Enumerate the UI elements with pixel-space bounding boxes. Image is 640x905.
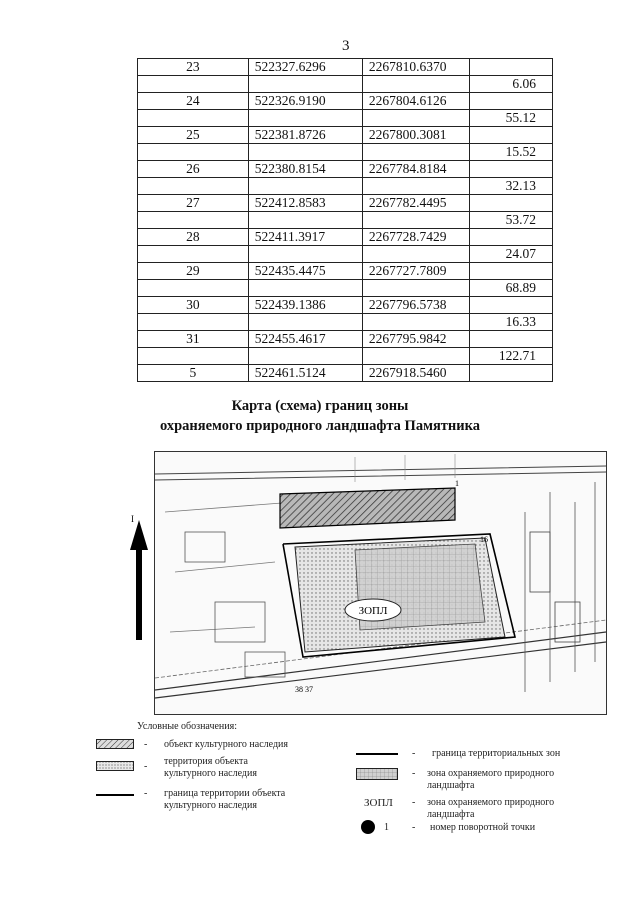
- table-cell: [138, 178, 249, 195]
- table-row: [138, 263, 553, 280]
- table-cell: [248, 110, 362, 127]
- table-cell: [470, 365, 553, 382]
- table-cell: [248, 280, 362, 297]
- table-cell: 24.07: [470, 246, 553, 263]
- table-cell: 522455.4617: [248, 331, 362, 348]
- table-row: [138, 76, 553, 93]
- table-cell: [470, 195, 553, 212]
- legend-dash-7: -: [412, 822, 416, 833]
- table-cell: [248, 212, 362, 229]
- table-cell: 28: [138, 229, 249, 246]
- table-cell: 522411.3917: [248, 229, 362, 246]
- table-cell: 68.89: [470, 280, 553, 297]
- table-cell: [248, 144, 362, 161]
- table-row: [138, 229, 553, 246]
- table-row: [138, 127, 553, 144]
- table-cell: 522380.8154: [248, 161, 362, 178]
- table-cell: [470, 161, 553, 178]
- table-row: [138, 331, 553, 348]
- table-cell: 15.52: [470, 144, 553, 161]
- legend-dash-5: -: [412, 768, 416, 779]
- table-row: [138, 212, 553, 229]
- table-row: [138, 314, 553, 331]
- table-row: [138, 178, 553, 195]
- heritage-object-swatch-icon: [96, 739, 134, 749]
- north-label: I: [131, 514, 134, 524]
- point-label-38-37: 38 37: [295, 685, 313, 694]
- table-cell: 29: [138, 263, 249, 280]
- table-cell: 2267800.3081: [362, 127, 469, 144]
- table-cell: 26: [138, 161, 249, 178]
- table-row: [138, 280, 553, 297]
- table-cell: [138, 76, 249, 93]
- legend-landscape-zone: зона охраняемого природного ландшафта: [427, 768, 555, 791]
- table-row: [138, 348, 553, 365]
- table-cell: [248, 314, 362, 331]
- table-cell: 2267796.5738: [362, 297, 469, 314]
- legend-heritage-boundary: граница территории объекта культурного наследия: [164, 788, 286, 811]
- table-cell: [470, 229, 553, 246]
- table-cell: 27: [138, 195, 249, 212]
- table-cell: [470, 59, 553, 76]
- legend-dash-3: -: [144, 788, 148, 799]
- table-cell: 25: [138, 127, 249, 144]
- table-cell: [138, 246, 249, 263]
- table-cell: [248, 178, 362, 195]
- table-cell: [138, 314, 249, 331]
- table-cell: [248, 246, 362, 263]
- table-cell: 32.13: [470, 178, 553, 195]
- table-cell: [138, 144, 249, 161]
- map-title-line1: Карта (схема) границ зоны: [231, 398, 409, 414]
- north-arrow-icon: [128, 510, 150, 640]
- table-cell: 31: [138, 331, 249, 348]
- table-cell: 2267804.6126: [362, 93, 469, 110]
- table-row: [138, 365, 553, 382]
- zone-label: ЗОПЛ: [358, 605, 388, 617]
- table-cell: [470, 93, 553, 110]
- legend-heading: Условные обозначения:: [137, 721, 238, 732]
- table-cell: 522381.8726: [248, 127, 362, 144]
- table-cell: [248, 76, 362, 93]
- table-cell: [362, 348, 469, 365]
- table-row: [138, 246, 553, 263]
- table-cell: 522439.1386: [248, 297, 362, 314]
- page-number: 3: [342, 38, 350, 54]
- table-cell: 522435.4475: [248, 263, 362, 280]
- table-cell: 2267918.5460: [362, 365, 469, 382]
- table-cell: [470, 297, 553, 314]
- table-cell: [362, 178, 469, 195]
- table-cell: 53.72: [470, 212, 553, 229]
- table-cell: [362, 144, 469, 161]
- territorial-boundary-line-icon: [356, 752, 398, 756]
- legend-zopl-abbr: ЗОПЛ: [364, 797, 393, 809]
- table-cell: 55.12: [470, 110, 553, 127]
- table-row: [138, 59, 553, 76]
- table-cell: 522461.5124: [248, 365, 362, 382]
- legend-heritage-object: объект культурного наследия: [164, 739, 288, 750]
- heritage-territory-swatch-icon: [96, 761, 134, 771]
- table-row: [138, 161, 553, 178]
- table-cell: [470, 127, 553, 144]
- table-cell: [470, 263, 553, 280]
- table-cell: [138, 212, 249, 229]
- table-cell: [362, 76, 469, 93]
- table-row: [138, 195, 553, 212]
- table-cell: [362, 246, 469, 263]
- table-cell: 30: [138, 297, 249, 314]
- table-cell: 2267782.4495: [362, 195, 469, 212]
- table-cell: 23: [138, 59, 249, 76]
- legend-landscape-zone-abbr-desc: зона охраняемого природного ландшафта: [427, 797, 555, 820]
- table-row: [138, 144, 553, 161]
- table-cell: [362, 110, 469, 127]
- table-cell: [138, 280, 249, 297]
- table-cell: 16.33: [470, 314, 553, 331]
- table-cell: 122.71: [470, 348, 553, 365]
- table-cell: 2267795.9842: [362, 331, 469, 348]
- table-row: [138, 110, 553, 127]
- table-cell: [138, 348, 249, 365]
- landscape-zone-swatch-icon: [356, 768, 398, 780]
- legend-dash-1: -: [144, 739, 148, 750]
- table-cell: 2267784.8184: [362, 161, 469, 178]
- point-label-16: 16: [480, 535, 488, 544]
- table-cell: 2267727.7809: [362, 263, 469, 280]
- turning-point-dot-icon: [360, 819, 376, 835]
- table-cell: [362, 280, 469, 297]
- table-row: [138, 297, 553, 314]
- map-title-line2: охраняемого природного ландшафта Памятника: [159, 418, 481, 434]
- table-cell: 6.06: [470, 76, 553, 93]
- heritage-boundary-line-icon: [96, 793, 134, 797]
- boundary-map: [154, 451, 607, 715]
- legend-dash-4: -: [412, 748, 416, 759]
- coordinates-table: [137, 58, 553, 382]
- legend-turning-point-number: 1: [384, 822, 389, 833]
- table-row: [138, 93, 553, 110]
- table-cell: 5: [138, 365, 249, 382]
- table-cell: [138, 110, 249, 127]
- table-cell: 24: [138, 93, 249, 110]
- table-cell: 2267810.6370: [362, 59, 469, 76]
- table-cell: [362, 212, 469, 229]
- legend-turning-point: номер поворотной точки: [430, 822, 536, 833]
- legend-heritage-territory: территория объекта культурного наследия: [164, 756, 257, 779]
- legend-dash-2: -: [144, 761, 148, 772]
- legend-dash-6: -: [412, 797, 416, 808]
- table-cell: 522327.6296: [248, 59, 362, 76]
- table-cell: 2267728.7429: [362, 229, 469, 246]
- table-cell: [248, 348, 362, 365]
- point-label-1: 1: [455, 479, 459, 488]
- table-cell: 522412.8583: [248, 195, 362, 212]
- table-cell: [470, 331, 553, 348]
- legend-territorial-zone-boundary: граница территориальных зон: [432, 748, 561, 759]
- table-cell: 522326.9190: [248, 93, 362, 110]
- table-cell: [362, 314, 469, 331]
